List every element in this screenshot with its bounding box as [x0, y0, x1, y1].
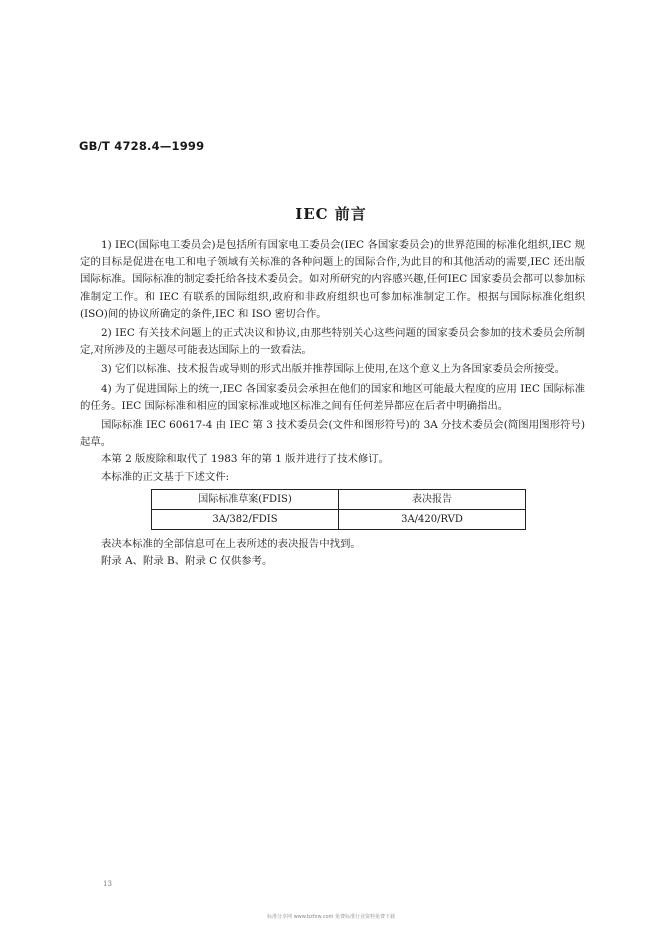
page-title: IEC 前言 [295, 205, 367, 223]
paragraph-4: 4) 为了促进国际上的统一,IEC 各国家委员会承担在他们的国家和地区可能最大程度的应用 IEC 国际标准的任务。IEC 国际标准和相应的国家标准或地区标准之间有任何差异都应在后者中明确指出。 [80, 382, 585, 412]
paragraph-2: 2) IEC 有关技术问题上的正式决议和协议,由那些特别关心这些问题的国家委员会参加的技术委员会所制定,对所涉及的主题尽可能表达国际上的一致看法。 [80, 327, 585, 357]
basis-note: 本标准的正文基于下述文件: [101, 470, 230, 483]
annex-note: 附录 A、附录 B、附录 C 仅供参考。 [101, 555, 273, 568]
standard-code: GB/T 4728.4—1999 [79, 139, 205, 153]
table-header-fdis: 国际标准草案(FDIS) [152, 489, 339, 509]
table-header-voting-report: 表决报告 [339, 489, 526, 509]
paragraph-5: 国际标准 IEC 60617-4 由 IEC 第 3 技术委员会(文件和图形符号)的 3A 分技术委员会(简图用图形符号)起草。 [80, 419, 585, 449]
table-header-row [152, 489, 526, 509]
paragraph-1: 1) IEC(国际电工委员会)是包括所有国家电工委员会(IEC 各国家委员会)的世界范围的标准化组织,IEC 规定的目标是促进在电工和电子领域有关标准的各种问题上的国际合作,为此目的和其他活动的需要,IEC 还出版国际标准。国际标准的制定委托给各技术委员会。如对所研究的内容感兴趣,任何IEC 国家委员会都可以参加标准制定工作。和 IEC 有联系的国际组织,政府和非政府组织也可参加标准制定工作。根据与国际标准化组织(ISO)间的协议所确定的条件,IEC 和 ISO 密切合作。 [80, 239, 585, 320]
page-mark: 13 [103, 880, 112, 888]
voting-documents-table [151, 489, 526, 530]
document-body [80, 237, 585, 570]
table-row [152, 509, 526, 529]
revision-note: 本第 2 版废除和取代了 1983 年的第 1 版并进行了技术修订。 [101, 453, 390, 466]
table-cell-rvd: 3A/420/RVD [339, 509, 526, 529]
paragraph-3: 3) 它们以标准、技术报告或导则的形式出版并推荐国际上使用,在这个意义上为各国家委员会所接受。 [101, 363, 566, 376]
voting-info-note: 表决本标准的全部信息可在上表所述的表决报告中找到。 [101, 537, 361, 550]
table-cell-fdis: 3A/382/FDIS [152, 509, 339, 529]
footer-watermark: 标准分享网 www.bzfxw.com 免费标准行业资料免费下载 [267, 914, 395, 920]
